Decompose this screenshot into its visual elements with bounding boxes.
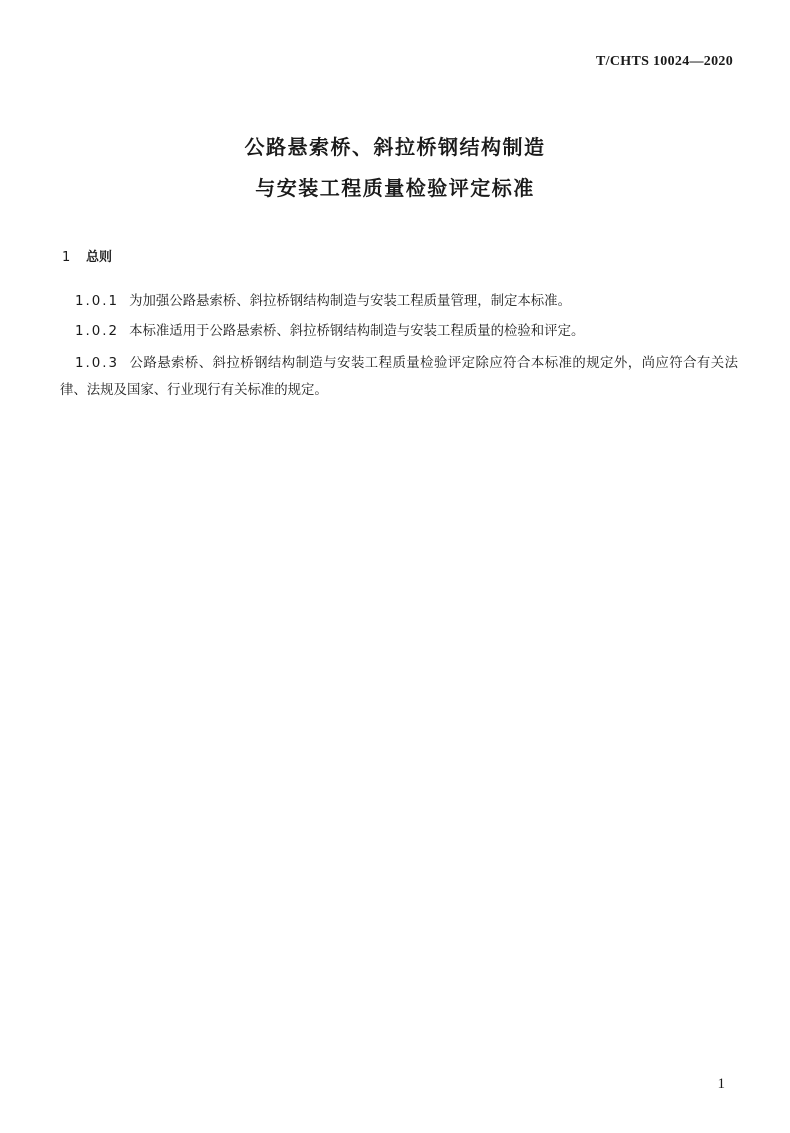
clause-number: 1.0.1 (75, 294, 120, 309)
chapter-number: 1 (62, 250, 71, 265)
document-title-line-2: 与安装工程质量检验评定标准 (255, 176, 535, 200)
document-title-line-1: 公路悬索桥、斜拉桥钢结构制造 (244, 135, 546, 159)
clause-1-0-2 (60, 318, 738, 345)
clause-1-0-1 (60, 288, 738, 315)
clause-1-0-3 (60, 350, 738, 404)
chapter-heading (62, 246, 112, 265)
clause-text: 公路悬索桥、斜拉桥钢结构制造与安装工程质量检验评定除应符合本标准的规定外，尚应符合有关法律、法规及国家、行业现行有关标准的规定。 (60, 356, 738, 398)
chapter-title: 总则 (86, 250, 113, 265)
page-number: 1 (717, 1076, 725, 1092)
clause-number: 1.0.2 (75, 324, 120, 339)
standard-code: T/CHTS 10024—2020 (596, 54, 733, 69)
clause-text: 本标准适用于公路悬索桥、斜拉桥钢结构制造与安装工程质量的检验和评定。 (129, 324, 585, 339)
clause-number: 1.0.3 (75, 356, 120, 371)
clause-text: 为加强公路悬索桥、斜拉桥钢结构制造与安装工程质量管理，制定本标准。 (129, 294, 571, 309)
